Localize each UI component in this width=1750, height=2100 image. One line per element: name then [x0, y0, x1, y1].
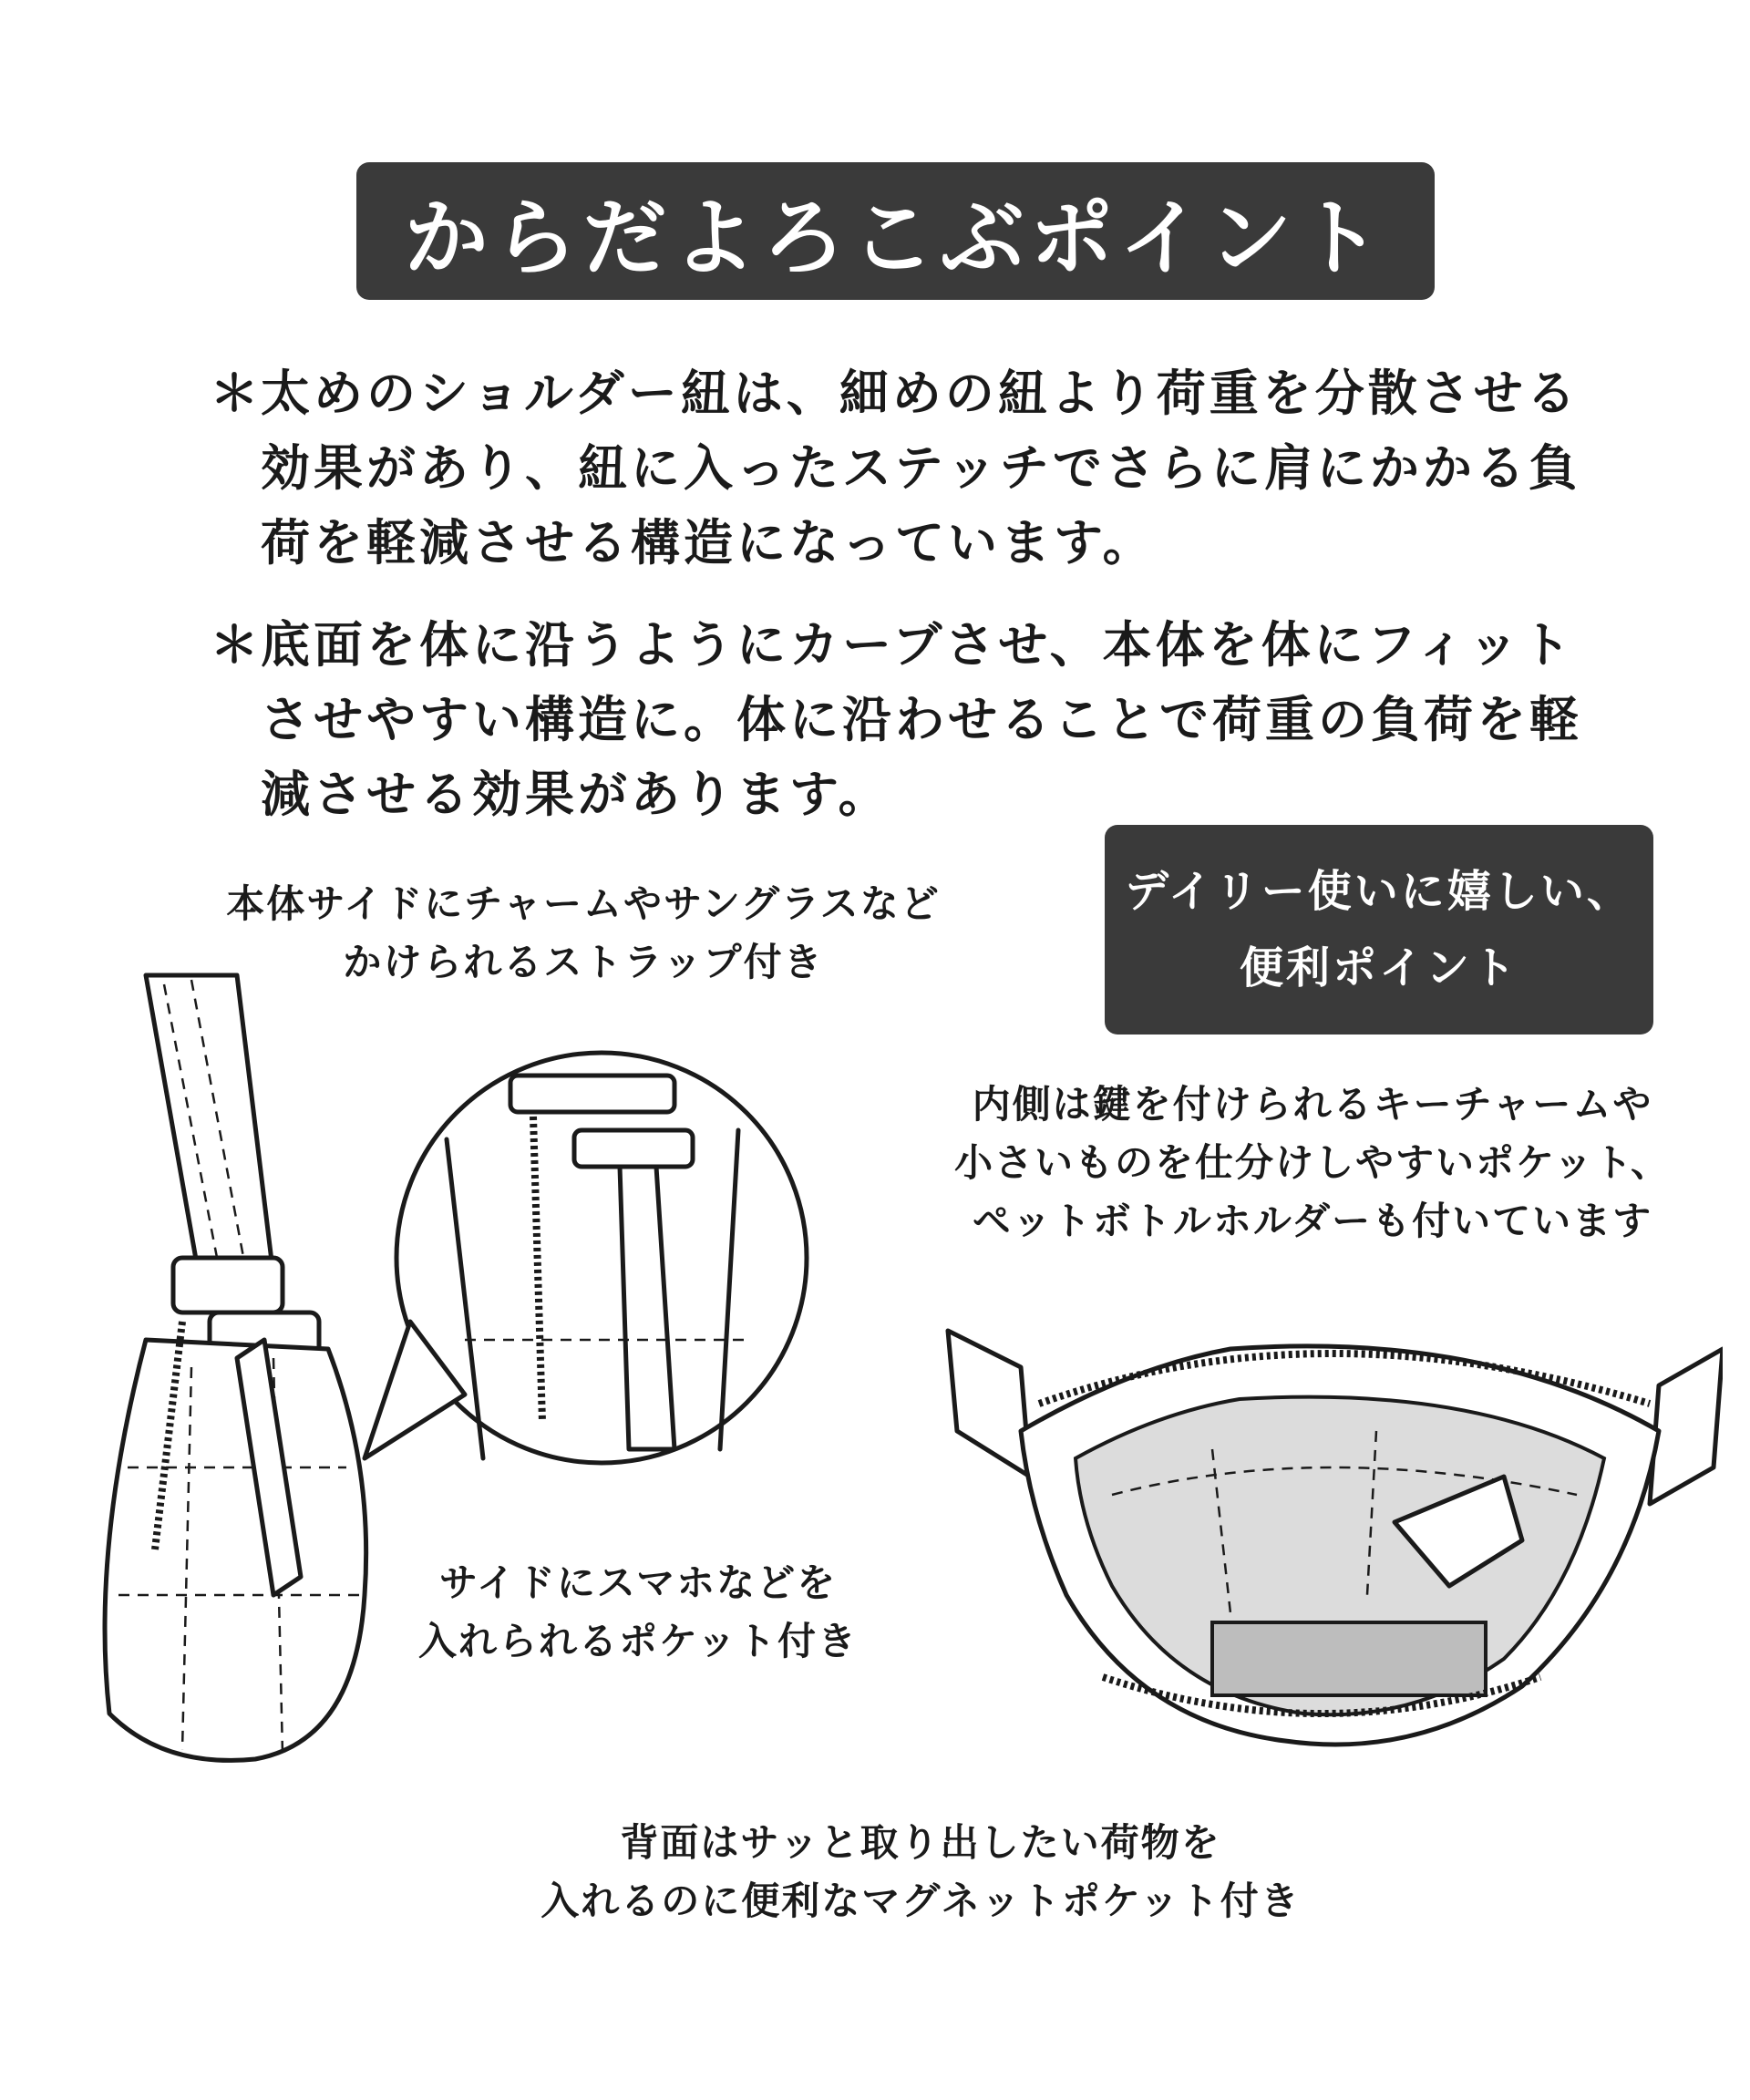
caption-line: 入れられるポケット付き: [418, 1619, 858, 1663]
side-pocket-caption: [383, 1554, 893, 1671]
strap-detail-zoom-illustration: [355, 1030, 811, 1504]
caption-line: 内側は鍵を付けられるキーチャームや: [972, 1082, 1653, 1127]
feature-line: 減させる効果があります。: [261, 765, 891, 823]
caption-line: 背面はサッと取り出したい荷物を: [620, 1820, 1221, 1865]
feature-list: [210, 355, 1595, 859]
feature-line: 底面を体に沿うようにカーブさせ、本体を体にフィット: [261, 615, 1575, 674]
asterisk-icon: ＊: [210, 364, 262, 422]
caption-line: 小さいものを仕分けしやすいポケット、: [953, 1140, 1672, 1185]
feature-item: [210, 607, 1595, 831]
convenience-banner: [1105, 825, 1653, 1035]
caption-line: サイドにスマホなどを: [438, 1560, 838, 1605]
caption-line: かけられるストラップ付き: [343, 940, 824, 984]
bag-interior-illustration: [939, 1294, 1723, 1768]
convenience-line: デイリー使いに嬉しい、: [1125, 866, 1633, 917]
asterisk-icon: ＊: [210, 615, 262, 674]
feature-line: 効果があり、紐に入ったステッチでさらに肩にかかる負: [261, 438, 1581, 497]
inner-caption: [902, 1076, 1723, 1251]
caption-line: 本体サイドにチャームやサングラスなど: [226, 881, 941, 926]
feature-line: 太めのショルダー紐は、細めの紐より荷重を分散させる: [261, 364, 1580, 422]
feature-line: させやすい構造に。体に沿わせることで荷重の負荷を軽: [261, 690, 1582, 748]
back-pocket-caption: [419, 1814, 1422, 1930]
feature-line: 荷を軽減させる構造になっています。: [261, 513, 1156, 571]
header-banner: [356, 162, 1435, 300]
caption-line: 入れるのに便利なマグネットポケット付き: [540, 1879, 1301, 1923]
convenience-line: 便利ポイント: [1239, 942, 1518, 993]
caption-line: ペットボトルホルダーも付いています: [972, 1199, 1653, 1243]
page-title: からだよろこぶポイント: [404, 188, 1387, 287]
feature-item: [210, 355, 1595, 580]
